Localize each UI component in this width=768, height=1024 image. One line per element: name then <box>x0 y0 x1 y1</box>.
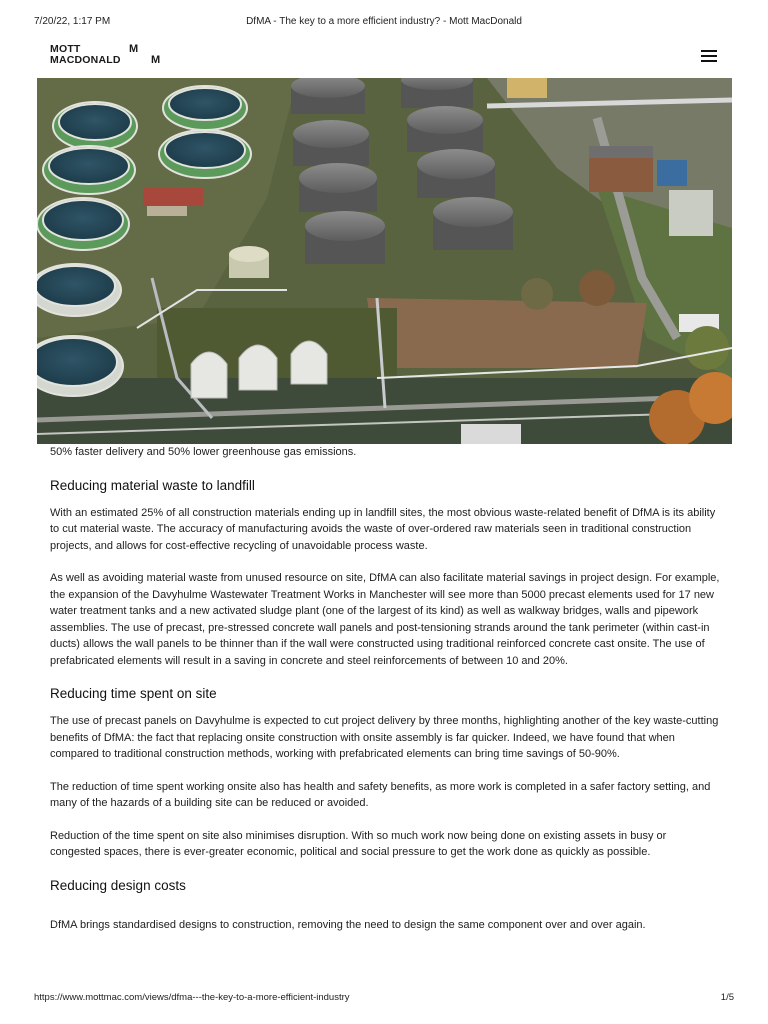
image-caption: 50% faster delivery and 50% lower greenhouse gas emissions. <box>50 446 357 458</box>
hero-image <box>37 78 732 444</box>
menu-bar <box>701 55 717 57</box>
logo-mark-bottom: M <box>151 54 161 66</box>
print-datetime: 7/20/22, 1:17 PM <box>34 16 111 27</box>
logo-word-macdonald: MACDONALD <box>50 54 121 66</box>
print-url: https://www.mottmac.com/views/dfma---the-key-to-a-more-efficient-industry <box>34 992 350 1003</box>
article-body <box>50 444 720 949</box>
paragraph: The reduction of time spent working onsite also has health and safety benefits, as more work is completed in a safer factory setting, and many of the hazards of a building site can be reduced or avoided. <box>50 780 711 809</box>
section-heading-design-costs: Reducing design costs <box>50 877 186 893</box>
section-heading-time-on-site: Reducing time spent on site <box>50 686 217 701</box>
menu-bar <box>701 60 717 62</box>
print-page-number: 1/5 <box>720 992 734 1003</box>
paragraph: With an estimated 25% of all construction materials ending up in landfill sites, the most obvious waste-related benefit of DfMA is its ability to cut material waste. The accuracy of manufacturing avoids the waste of over-ordered raw materials seen in traditional construction projects, and allows for cost-effective recycling of unavoidable process waste. <box>50 506 716 552</box>
logo-word-mott: MOTT <box>50 43 81 55</box>
site-header <box>50 44 718 70</box>
section-heading-material-waste: Reducing material waste to landfill <box>50 477 255 493</box>
print-document-title: DfMA - The key to a more efficient industry? - Mott MacDonald <box>246 16 522 27</box>
paragraph: Reduction of the time spent on site also minimises disruption. With so much work now being done on existing assets in busy or congested spaces, there is ever-greater economic, political and social pressure to get the work done as quickly as possible. <box>50 829 667 858</box>
mott-macdonald-logo[interactable] <box>50 44 170 70</box>
aerial-treatment-works-illustration <box>37 78 732 444</box>
menu-bar <box>701 50 717 52</box>
logo-mark-top: M <box>129 43 139 55</box>
print-footer <box>34 992 734 1006</box>
hamburger-menu-icon[interactable] <box>700 48 718 64</box>
paragraph: DfMA brings standardised designs to construction, removing the need to design the same component over and over again. <box>50 918 646 931</box>
paragraph: The use of precast panels on Davyhulme is expected to cut project delivery by three months, highlighting another of the key waste-cutting benefits of DfMA: the fact that replacing onsite construction with onsite assembly is far quicker. Indeed, we have found that when compared to traditional construction methods, working with prefabricated elements can bring time savings of 50-90%. <box>50 715 719 760</box>
print-header <box>34 16 734 30</box>
paragraph: As well as avoiding material waste from unused resource on site, DfMA can also facilitate material savings in project design. For example, the expansion of the Davyhulme Wastewater Treatment Works in Manchester will see more than 5000 precast elements used for 17 new water treatment tanks and a new activated sludge plant (one of the largest of its kind) as well as walkway bridges, walls and pipework assemblies. The use of precast, pre-stressed concrete wall panels and post-tensioning strands around the tank perimeter (within cast-in ducts) allows the wall panels to be thinner than if the wall were constructed using traditional reinforced concrete cast onsite. The use of prefabricated elements will result in a saving in concrete and steel reinforcements of between 10 and 20%. <box>50 572 720 667</box>
